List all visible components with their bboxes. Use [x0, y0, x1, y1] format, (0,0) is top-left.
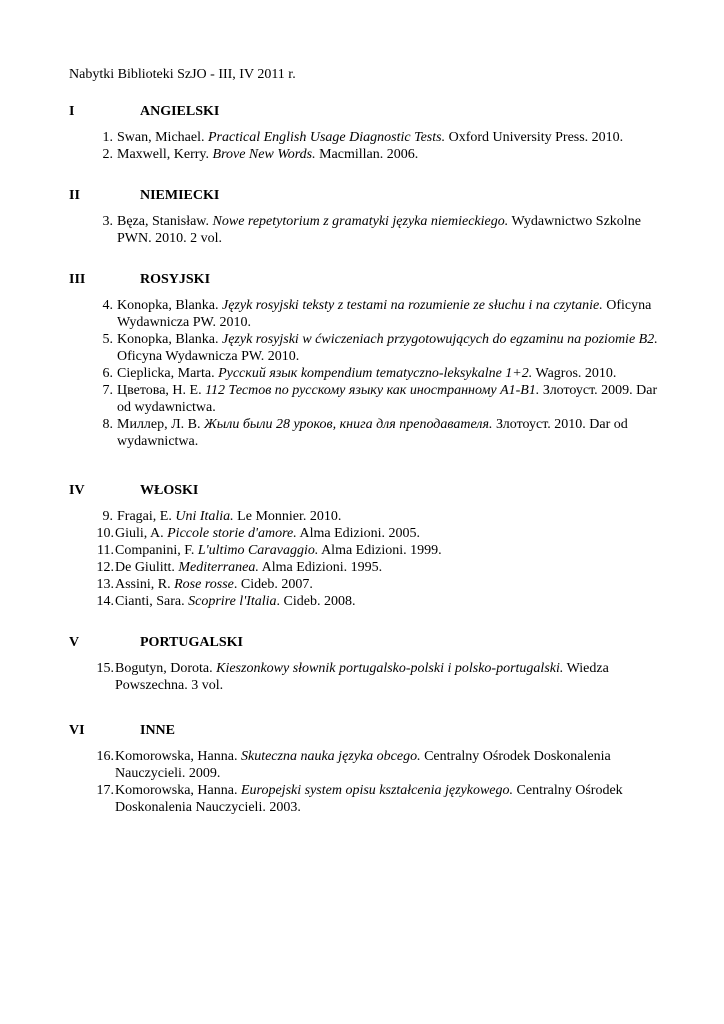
entry-publisher: Alma Edizioni. 2005.	[296, 526, 420, 541]
section-title: ANGIELSKI	[140, 104, 220, 119]
list-item	[69, 365, 659, 382]
entry-publisher: Oxford University Press. 2010.	[445, 130, 624, 145]
entry-number: 6.	[102, 366, 113, 381]
entry-text	[114, 382, 659, 416]
entry-text	[115, 593, 659, 610]
entry-publisher: Alma Edizioni. 1995.	[258, 560, 383, 575]
entry-author: Assini, R.	[115, 577, 175, 592]
entry-number: 10.	[96, 526, 114, 541]
entry-number: 16.	[96, 749, 114, 764]
entry-text	[115, 660, 659, 694]
entry-author: Fragai, E.	[117, 509, 176, 524]
entry-title: L'ultimo Caravaggio.	[197, 543, 319, 558]
entry-text	[115, 748, 659, 782]
entry-list	[69, 748, 659, 816]
entry-number: 1.	[102, 130, 113, 145]
entry-title: Europejski system opisu kształcenia językowego.	[240, 783, 514, 798]
entry-title: Rose rosse	[174, 577, 234, 592]
section	[69, 482, 659, 610]
entry-text	[115, 559, 659, 576]
entry-title: Język rosyjski w ćwiczeniach przygotowujących do egzaminu na poziomie B2.	[221, 332, 658, 347]
entry-author: Komorowska, Hanna.	[115, 783, 241, 798]
section	[69, 103, 659, 163]
entry-publisher: Le Monnier. 2010.	[233, 509, 342, 524]
entry-author: Komorowska, Hanna.	[115, 749, 241, 764]
section-numeral: V	[69, 635, 80, 650]
entry-number: 7.	[102, 383, 113, 398]
entry-list	[69, 508, 659, 610]
entry-number: 3.	[102, 214, 113, 229]
sections-container	[69, 103, 659, 816]
entry-author: Konopka, Blanka.	[117, 332, 222, 347]
entry-number: 8.	[102, 417, 113, 432]
entry-text	[115, 782, 659, 816]
entry-number: 12.	[96, 560, 114, 575]
entry-publisher: Злотоуст. 2010. Dar od wydawnictwa.	[117, 417, 628, 449]
section-title: NIEMIECKI	[140, 188, 220, 203]
entry-publisher: . Cideb. 2007.	[233, 577, 313, 592]
entry-publisher: Macmillan. 2006.	[315, 147, 419, 162]
entry-publisher: Wiedza Powszechna. 3 vol.	[115, 661, 609, 693]
entry-author: Миллер, Л. В.	[117, 417, 204, 432]
section-title: ROSYJSKI	[140, 272, 211, 287]
entry-number: 15.	[96, 661, 114, 676]
entry-title: Brove New Words.	[212, 147, 316, 162]
document-title: Nabytki Biblioteki SzJO - III, IV 2011 r.	[69, 67, 296, 82]
section-numeral: II	[69, 188, 80, 203]
entry-list	[69, 660, 659, 694]
entry-text	[114, 213, 659, 247]
entry-publisher: Wydawnictwo Szkolne PWN. 2010. 2 vol.	[117, 214, 641, 246]
entry-number: 5.	[102, 332, 113, 347]
list-item	[69, 416, 659, 450]
entry-author: Swan, Michael.	[117, 130, 208, 145]
entry-number: 14.	[96, 594, 114, 609]
section-numeral: I	[69, 104, 75, 119]
entry-publisher: Oficyna Wydawnicza PW. 2010.	[117, 298, 652, 330]
entry-text	[114, 331, 659, 365]
section-heading	[69, 187, 659, 204]
entry-title: Practical English Usage Diagnostic Tests.	[207, 130, 446, 145]
entry-title: Mediterranea.	[178, 560, 259, 575]
section-title: INNE	[140, 723, 176, 738]
entry-list	[69, 297, 659, 450]
list-item	[69, 382, 659, 416]
list-item	[69, 297, 659, 331]
entry-author: Maxwell, Kerry.	[117, 147, 213, 162]
entry-author: Цветова, Н. Е.	[117, 383, 206, 398]
entry-title: 112 Тестов по русскому языку как иностранному A1-B1.	[205, 383, 540, 398]
list-item	[69, 129, 659, 146]
entry-text	[114, 365, 659, 382]
list-item	[69, 748, 659, 782]
entry-title: Skuteczna nauka języka obcego.	[240, 749, 421, 764]
list-item	[69, 542, 659, 559]
list-item	[69, 331, 659, 365]
entry-text	[115, 542, 659, 559]
list-item	[69, 593, 659, 610]
section-heading	[69, 482, 659, 499]
section-heading	[69, 271, 659, 288]
entry-text	[115, 576, 659, 593]
list-item	[69, 213, 659, 247]
entry-title: Piccole storie d'amore.	[167, 526, 297, 541]
entry-list	[69, 129, 659, 163]
entry-text	[114, 416, 659, 450]
list-item	[69, 660, 659, 694]
entry-text	[115, 525, 659, 542]
entry-publisher: Wagros. 2010.	[532, 366, 617, 381]
entry-number: 11.	[97, 543, 114, 558]
section-title: WŁOSKI	[140, 483, 199, 498]
entry-title: Uni Italia.	[175, 509, 234, 524]
entry-author: De Giulitt.	[115, 560, 179, 575]
entry-author: Cieplicka, Marta.	[117, 366, 219, 381]
entry-publisher: Oficyna Wydawnicza PW. 2010.	[117, 349, 300, 364]
entry-title: Nowe repetytorium z gramatyki języka niemieckiego.	[212, 214, 509, 229]
section-title: PORTUGALSKI	[140, 635, 243, 650]
section-numeral: IV	[69, 483, 85, 498]
entry-title: Scoprire l'Italia	[188, 594, 277, 609]
section	[69, 271, 659, 450]
entry-publisher: Centralny Ośrodek Doskonalenia Nauczycieli. 2003.	[115, 783, 623, 815]
entry-title: Kieszonkowy słownik portugalsko-polski i polsko-portugalski.	[216, 661, 564, 676]
entry-publisher: Centralny Ośrodek Doskonalenia Nauczycieli. 2009.	[115, 749, 611, 781]
entry-author: Cianti, Sara.	[115, 594, 189, 609]
entry-publisher: . Cideb. 2008.	[276, 594, 356, 609]
entry-number: 4.	[102, 298, 113, 313]
section	[69, 634, 659, 694]
list-item	[69, 576, 659, 593]
entry-number: 9.	[102, 509, 113, 524]
entry-text	[114, 297, 659, 331]
entry-author: Bęza, Stanisław.	[117, 214, 213, 229]
entry-title: Русский язык kompendium tematyczno-leksykalne 1+2.	[218, 366, 533, 381]
list-item	[69, 559, 659, 576]
section-heading	[69, 634, 659, 651]
entry-author: Konopka, Blanka.	[117, 298, 222, 313]
entry-text	[114, 508, 659, 525]
entry-title: Język rosyjski teksty z testami na rozumienie ze słuchu i na czytanie.	[221, 298, 603, 313]
document-page	[69, 66, 659, 816]
section-heading	[69, 722, 659, 739]
section	[69, 722, 659, 816]
entry-title: Жыли были 28 уроков, книга для преподавателя.	[203, 417, 493, 432]
entry-number: 2.	[102, 147, 113, 162]
entry-publisher: Злотоуст. 2009. Dar od wydawnictwa.	[117, 383, 658, 415]
list-item	[69, 525, 659, 542]
entry-number: 17.	[96, 783, 114, 798]
entry-number: 13.	[96, 577, 114, 592]
entry-author: Bogutyn, Dorota.	[115, 661, 217, 676]
list-item	[69, 508, 659, 525]
section-numeral: VI	[69, 723, 85, 738]
section-heading	[69, 103, 659, 120]
entry-list	[69, 213, 659, 247]
entry-text	[114, 146, 659, 163]
entry-author: Giuli, A.	[115, 526, 168, 541]
section-numeral: III	[69, 272, 86, 287]
section	[69, 187, 659, 247]
entry-author: Companini, F.	[115, 543, 198, 558]
list-item	[69, 782, 659, 816]
list-item	[69, 146, 659, 163]
entry-publisher: Alma Edizioni. 1999.	[318, 543, 442, 558]
entry-text	[114, 129, 659, 146]
